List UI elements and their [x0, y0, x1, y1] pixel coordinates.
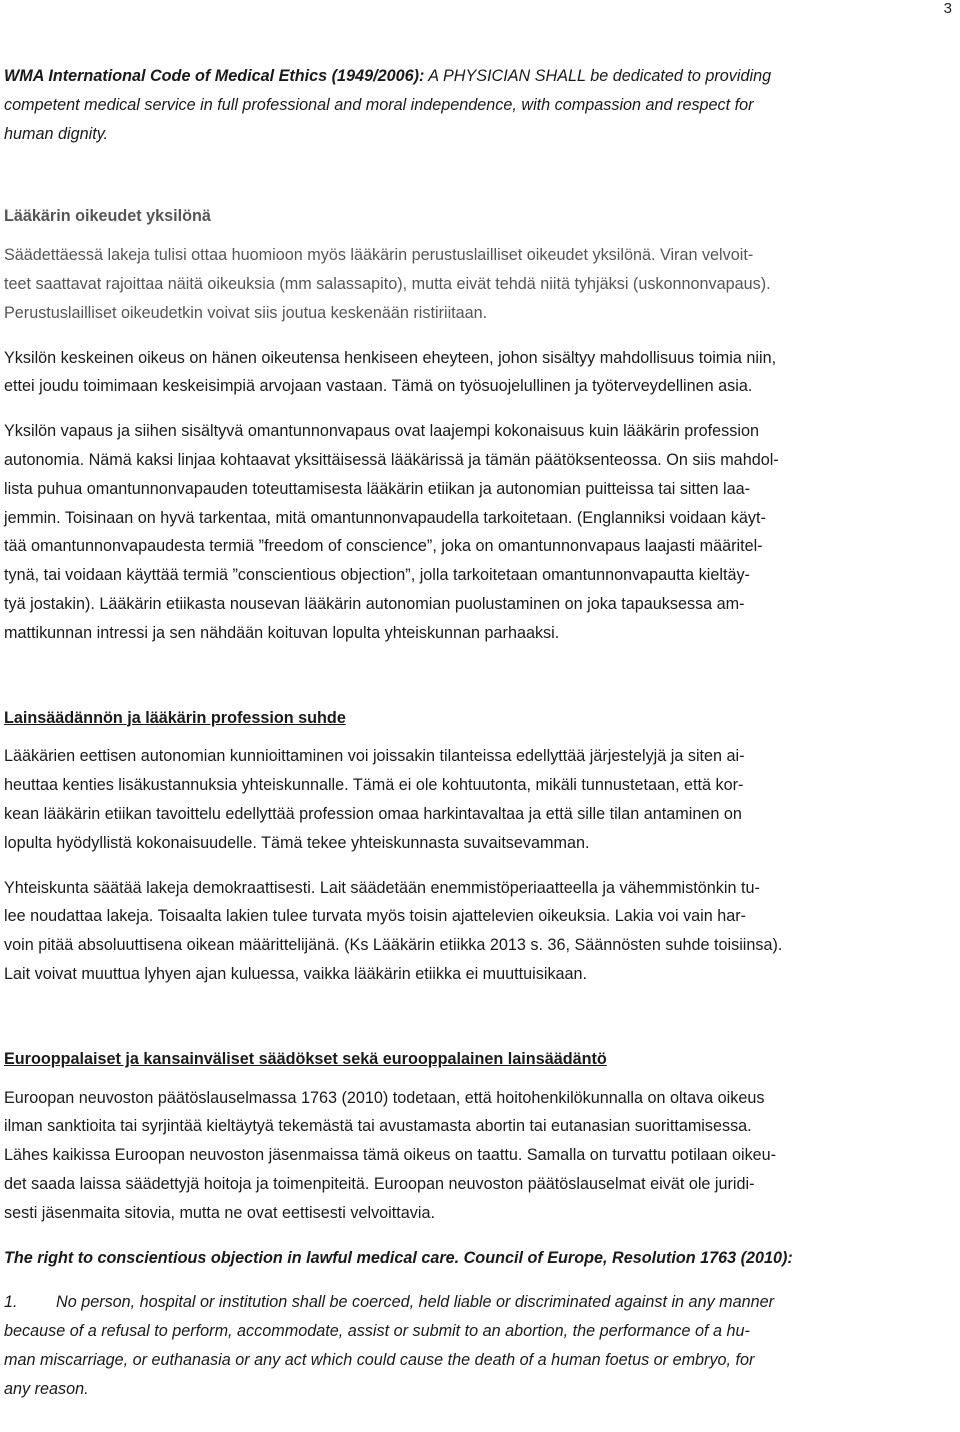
paragraph-rights-2: Yksilön keskeinen oikeus on hänen oikeutensa henkiseen eheyteen, johon sisältyy mahdollisuus toimia niin, ettei joudu toimimaan keskeisimpiä arvojaan vastaan. Tämä on työsuojelullinen ja työterveydellinen asia.: [4, 348, 777, 396]
paragraph-rights-3: Yksilön vapaus ja siihen sisältyvä omantunnonvapaus ovat laajempi kokonaisuus kuin lääkärin profession autonomia. Nämä kaksi linjaa kohtaavat yksittäisessä lääkärissä ja tämän päätöksenteossa. On siis mahdol- lista puhua omantunnonvapauden toteuttamisesta lääkärin etiikan ja autonomian puitteissa tai sitten laa- jemmin. Toisinaan on hyvä tarkentaa, mitä omantunnonvapaudella tarkoitetaan. (Englanniksi voidaan käyt- tää omantunnonvapaudesta termiä ”freedom of conscience”, joka on omantunnonvapaus laajasti määritel- tynä, tai voidaan käyttää termiä ”conscientious objection”, jolla tarkoitetaan omantunnonvapautta kieltäy- tyä jostakin). Lääkärin etiikasta nousevan lääkärin autonomian puolustaminen on joka tapauksessa am- mattikunnan intressi ja sen nähdään koituvan lopulta yhteiskunnan parhaaksi.: [4, 422, 779, 642]
list-number: 1.: [4, 1293, 18, 1312]
section-heading-european: Eurooppalaiset ja kansainväliset säädökset sekä eurooppalainen lainsäädäntö: [4, 1049, 607, 1068]
resolution-item-1: 1. No person, hospital or institution shall be coerced, held liable or discriminated against in any manner because of a refusal to perform, accommodate, assist or submit to an abortion, the performance of a hu- man miscarriage, or euthanasia or any act which could cause the death of a human foetus or embryo, for any reason.: [4, 1288, 956, 1403]
paragraph-european-1: Euroopan neuvoston päätöslauselmassa 1763 (2010) todetaan, että hoitohenkilökunnalla on oltava oikeus ilman sanktioita tai syrjintää kieltäytyä tekemästä tai avustamasta abortin tai eutanasian suorittamisessa. Lähes kaikissa Euroopan neuvoston jäsenmaissa tämä oikeus on taattu. Samalla on turvattu potilaan oikeu- det saada laissa säädettyjä hoitoja ja toimenpiteitä. Euroopan neuvoston päätöslauselmat eivät ole juridi- sesti jäsenmaita sitovia, mutta ne ovat eettisesti velvoittavia.: [4, 1088, 777, 1222]
wma-quote: WMA International Code of Medical Ethics (1949/2006): A PHYSICIAN SHALL be dedicated to providing competent medical service in full professional and moral independence, with compassion and respect for human dignity.: [4, 67, 772, 143]
wma-source: WMA International Code of Medical Ethics (1949/2006):: [4, 67, 425, 85]
document-body: [4, 62, 956, 1403]
paragraph-legislation-2: Yhteiskunta säätää lakeja demokraattisesti. Lait säädetään enemmistöperiaatteella ja vähemmistönkin tu- lee noudattaa lakeja. Toisaalta lakien tulee turvata myös toisin ajattelevien oikeuksia. Lakia voi vain har- voin pitää absoluuttisena oikean määrittelijänä. (Ks Lääkärin etiikka 2013 s. 36, Säännösten suhde toisiinsa). Lait voivat muuttua lyhyen ajan kuluessa, vaikka lääkärin etiikka ei muuttuisikaan.: [4, 878, 783, 983]
paragraph-legislation-1: Lääkärien eettisen autonomian kunnioittaminen voi joissakin tilanteissa edellyttää järjestelyjä ja siten ai- heuttaa kenties lisäkustannuksia yhteiskunnalle. Tämä ei ole kohtuutonta, mikäli tunnustetaan, että kor- kean lääkärin etiikan tavoittelu edellyttää profession omaa harkintavaltaa ja että sille tilan antaminen on lopulta hyödyllistä kokonaisuudelle. Tämä tekee yhteiskunnasta suvaitsevamman.: [4, 747, 745, 852]
section-heading-legislation: Lainsäädännön ja lääkärin profession suhde: [4, 708, 346, 727]
section-heading-rights: Lääkärin oikeudet yksilönä: [4, 207, 211, 226]
paragraph-rights-1: Säädettäessä lakeja tulisi ottaa huomioon myös lääkärin perustuslailliset oikeudet yksilönä. Viran velvoit- teet saattavat rajoittaa näitä oikeuksia (mm salassapito), mutta eivät tehdä niitä tyhjäksi (uskonnonvapaus). Perustuslailliset oikeudetkin voivat siis joutua keskenään ristiriitaan.: [4, 246, 771, 322]
resolution-title: The right to conscientious objection in lawful medical care. Council of Europe, Resolution 1763 (2010):: [4, 1248, 793, 1267]
page-number: 3: [943, 0, 952, 17]
